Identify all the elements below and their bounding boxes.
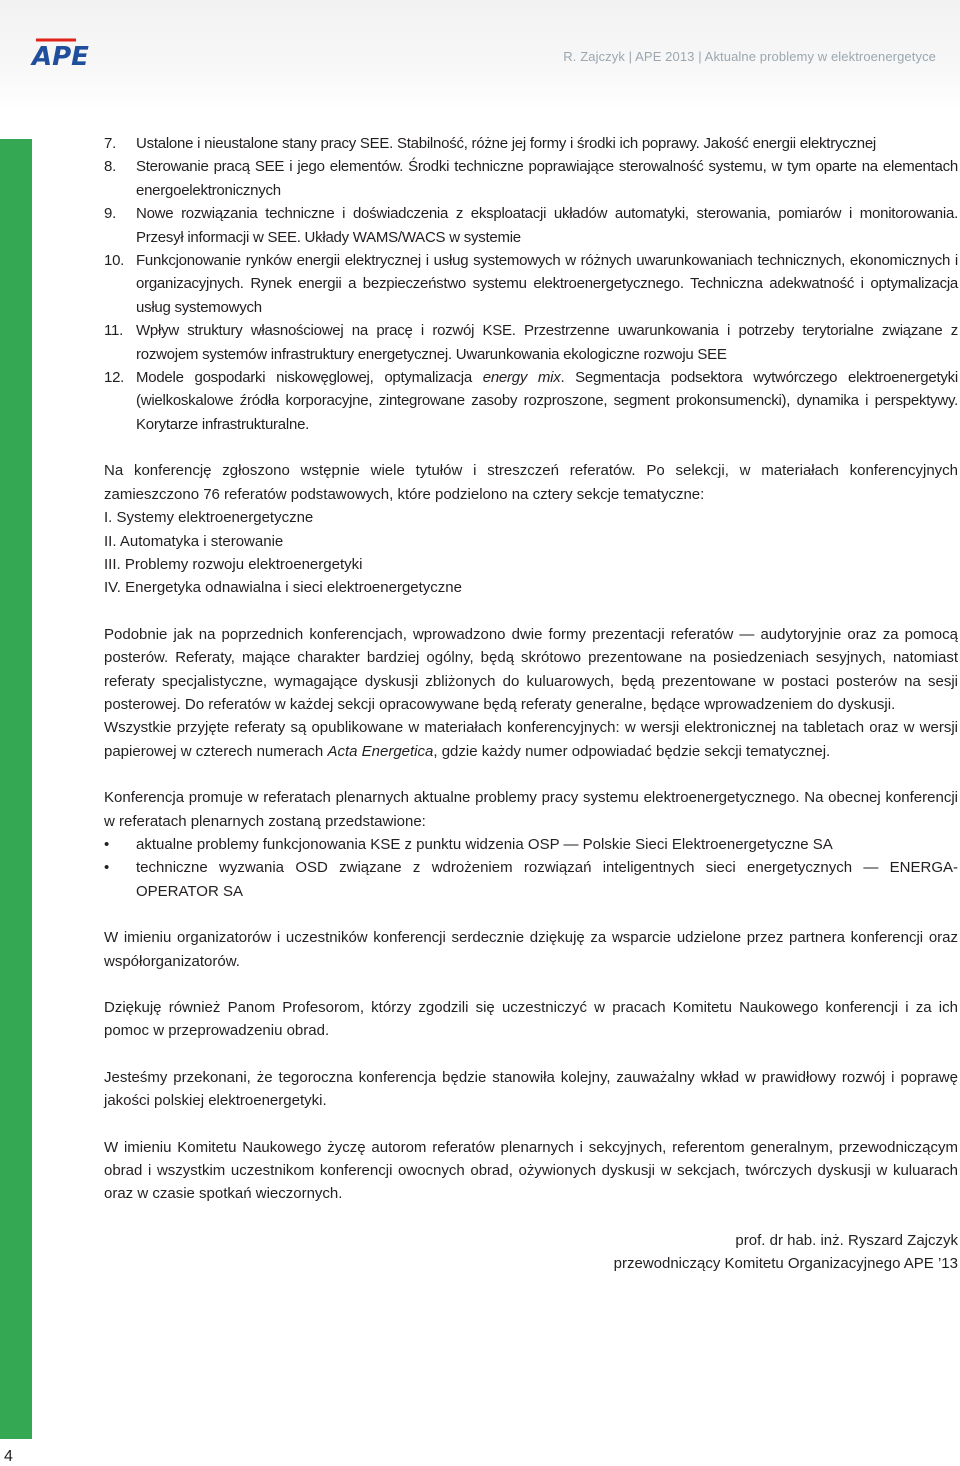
article-body <box>104 132 958 1276</box>
section-item: III. Problemy rozwoju elektroenergetyki <box>104 555 363 573</box>
page-number: 4 <box>4 1448 13 1465</box>
signature-role: przewodniczący Komitetu Organizacyjnego APE ’13 <box>613 1255 958 1273</box>
list-text: Nowe rozwiązania techniczne i doświadczenia z eksploatacji układów automatyki, sterowania, pomiarów i monitorowania. Przesył informacji w SEE. Układy WAMS/WACS w systemie <box>136 205 958 246</box>
journal-title: Acta Energetica <box>327 742 434 760</box>
list-item <box>104 202 958 249</box>
thanks-professors-paragraph: Dziękuję również Panom Profesorom, którzy zgodzili się uczestniczyć w pracach Komitetu Naukowego konferencji i za ich pomoc w przeprowadzeniu obrad. <box>104 999 958 1040</box>
bullet-text: techniczne wyzwania OSD związane z wdrożeniem rozwiązań inteligentnych sieci energetycznych — ENERGA-OPERATOR SA <box>136 859 958 900</box>
list-text: Funkcjonowanie rynków energii elektrycznej i usług systemowych w różnych uwarunkowaniach technicznych, ekonomicznych i organizacyjnych. Rynek energii a bezpieczeństwo systemu elektroenergetycznego. Techniczna adekwatność i optymalizacja usług systemowych <box>136 252 958 316</box>
list-text-start: Modele gospodarki niskowęglowej, optymalizacja <box>136 369 483 387</box>
spacer <box>104 1043 958 1066</box>
section-item: I. Systemy elektroenergetyczne <box>104 509 314 527</box>
section-item: IV. Energetyka odnawialna i sieci elektroenergetyczne <box>104 579 462 597</box>
list-text: Ustalone i nieustalone stany pracy SEE. Stabilność, różne jej formy i środki ich poprawy. Jakość energii elektrycznej <box>136 135 876 152</box>
list-text: Wpływ struktury własnościowej na pracę i rozwój KSE. Przestrzenne uwarunkowania i potrzeby terytorialne związane z rozwojem systemów infrastruktury energetycznej. Uwarunkowania ekologiczne rozwoju SEE <box>136 322 958 363</box>
signature-block <box>104 1229 958 1276</box>
bullet-item <box>104 833 958 856</box>
publication-paragraph <box>104 716 958 763</box>
section-item: II. Automatyka i sterowanie <box>104 532 284 550</box>
list-number: 12. <box>104 369 125 387</box>
thanks-partner-paragraph: W imieniu organizatorów i uczestników konferencji serdecznie dziękuję za wsparcie udzielone przez partnera konferencji oraz współorganizatorów. <box>104 929 958 970</box>
list-number: 11. <box>104 322 123 340</box>
list-item <box>104 132 958 155</box>
logo-text: APE <box>32 42 89 68</box>
bullet-text: aktualne problemy funkcjonowania KSE z punktu widzenia OSP — Polskie Sieci Elektroenergetyczne SA <box>136 835 833 853</box>
list-number: 7. <box>104 135 117 152</box>
list-item <box>104 155 958 202</box>
list-number: 8. <box>104 158 117 176</box>
list-number: 10. <box>104 252 125 270</box>
presentation-forms-paragraph: Podobnie jak na poprzednich konferencjach, wprowadzono dwie formy prezentacji referatów — audytoryjnie oraz za pomocą posterów. Referaty, mające charakter bardziej ogólny, będą skrótowo prezentowane na posiedzeniach sesyjnych, natomiast referaty specjalistyczne, wymagające dyskusji zbliżonych do kuluarowych, będą prezentowane w postaci posterów na sesji posterowej. Do referatów w każdej sekcji opracowywane będą referaty generalne, będące wprowadzeniem do dyskusji. <box>104 625 958 713</box>
page-header <box>0 0 960 112</box>
running-head: R. Zajczyk | APE 2013 | Aktualne problemy w elektroenergetyce <box>563 49 936 64</box>
bullet-icon: • <box>104 835 110 853</box>
spacer <box>104 973 958 996</box>
side-accent-bar <box>0 139 32 1439</box>
list-text-italic: energy mix <box>482 369 561 387</box>
spacer <box>104 903 958 926</box>
publication-text-start: Wszystkie przyjęte referaty są opublikowane w materiałach konferencyjnych: w wersji elektronicznej na tabletach oraz w wersji papierowej w czterech numerach <box>104 719 958 760</box>
bullet-item <box>104 856 958 903</box>
list-number: 9. <box>104 205 117 223</box>
list-text-end: . Segmentacja podsektora wytwórczego elektroenergetyki (wielkoskalowe źródła korporacyjne, zintegrowane zasoby rozproszone, segment prokonsumencki), dynamika i perspektywy. Korytarze infrastrukturalne. <box>136 369 958 433</box>
wishes-paragraph: W imieniu Komitetu Naukowego życzę autorom referatów plenarnych i sekcyjnych, referentom generalnym, przewodniczącym obrad i wszystkim uczestnikom konferencji owocnych obrad, ożywionych dyskusji w sekcjach, twórczych dyskusji w kuluarach oraz w czasie spotkań wieczornych. <box>104 1138 958 1203</box>
convinced-paragraph: Jesteśmy przekonani, że tegoroczna konferencja będzie stanowiła kolejny, zauważalny wkład w prawidłowy rozwój i poprawę jakości polskiej elektroenergetyki. <box>104 1068 958 1110</box>
list-item <box>104 249 958 319</box>
sessions-intro-paragraph: Na konferencję zgłoszono wstępnie wiele tytułów i streszczeń referatów. Po selekcji, w materiałach konferencyjnych zamieszczono 76 referatów podstawowych, które podzielono na cztery sekcje tematyczne: <box>104 462 958 503</box>
topic-list <box>104 132 958 436</box>
signature-name: prof. dr hab. inż. Ryszard Zajczyk <box>735 1231 958 1249</box>
spacer <box>104 436 958 459</box>
list-text: Sterowanie pracą SEE i jego elementów. Środki techniczne poprawiające sterowalność systemu, w tym oparte na elementach energoelektronicznych <box>136 158 958 199</box>
bullet-icon: • <box>104 859 110 877</box>
spacer <box>104 1113 958 1136</box>
section-list <box>104 506 958 600</box>
plenary-intro-paragraph: Konferencja promuje w referatach plenarnych aktualne problemy pracy systemu elektroenergetycznego. Na obecnej konferencji w referatach plenarnych zostaną przedstawione: <box>104 789 958 830</box>
spacer <box>104 1206 958 1229</box>
spacer <box>104 763 958 786</box>
spacer <box>104 600 958 623</box>
ape-logo <box>30 38 100 68</box>
list-item <box>104 366 958 436</box>
publication-text-end: , gdzie każdy numer odpowiadać będzie sekcji tematycznej. <box>433 742 831 760</box>
list-item <box>104 319 958 366</box>
